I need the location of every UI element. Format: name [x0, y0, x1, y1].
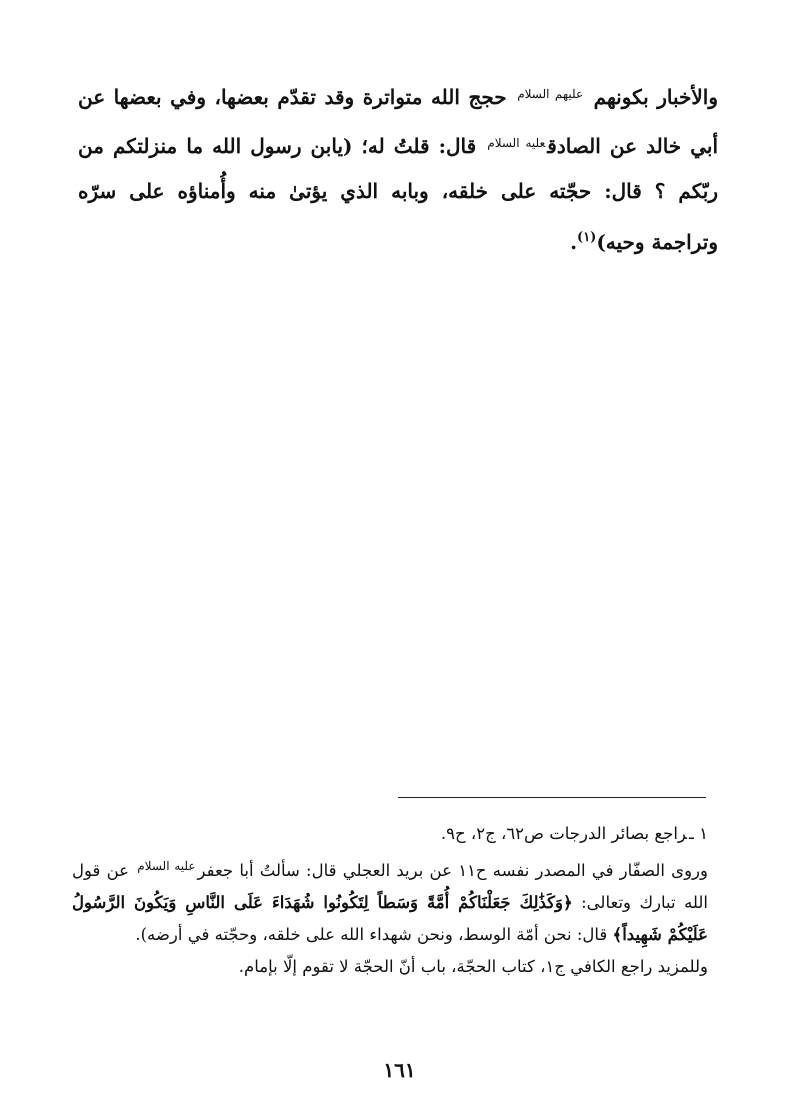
main-text-end: . [570, 229, 578, 254]
footnotes [72, 818, 708, 983]
main-paragraph [78, 72, 718, 265]
honorific-mark: عليه السلام [137, 859, 196, 873]
main-text-part-3: قال: قلتُ له؛ (يابن رسول الله ما منزلتكم من ربّكم ؟ قال: حجّته على خلقه، وبابه الذي يؤتىٰ منه وأُمناؤه على سرّه وتراجمة وحيه) [78, 133, 718, 254]
footnote-text: عن قول الله تبارك وتعالى: [72, 861, 708, 912]
footnote-paragraph [72, 951, 708, 983]
footnote-paragraph [72, 850, 708, 951]
page-number: ١٦١ [383, 1058, 416, 1082]
footnote-number: ١ ـ [689, 824, 708, 843]
footnote-text: وروى الصفّار في المصدر نفسه ح١١ عن بريد العجلي قال: سألتُ أبا جعفر [197, 861, 708, 880]
main-text [78, 72, 718, 265]
footnote-reference[interactable]: (١) [577, 229, 597, 245]
quran-verse: ﴿وَكَذَٰلِكَ جَعَلْنَاكُمْ أُمَّةً وَسَطاً لِتَكُونُوا شُهَدَاءَ عَلَى النَّاسِ وَيَكُونَ الرَّسُولُ عَلَيْكُمْ شَهِيداً﴾ [72, 893, 708, 944]
main-text-part-1: والأخبار بكونهم [593, 85, 718, 109]
footnote-text: راجع بصائر الدرجات ص٦٢، ج٢، ح٩. [440, 824, 688, 843]
honorific-mark: عليهم السلام [517, 87, 584, 101]
footnote-divider [398, 797, 706, 798]
honorific-mark: عليه السلام [487, 135, 546, 150]
footnote-line [72, 818, 708, 850]
footnote-text: وللمزيد راجع الكافي ج١، كتاب الحجّة، باب أنّ الحجّة لا تقوم إلّا بإمام. [238, 957, 708, 976]
main-text-part-2: حجج الله متواترة وقد تقدّم بعضها، وفي بعضها عن أبي خالد عن الصادق [78, 85, 718, 158]
footnote-text: قال: نحن أمّة الوسط، ونحن شهداء الله على خلقه، وحجّته في أرضه). [135, 925, 608, 944]
